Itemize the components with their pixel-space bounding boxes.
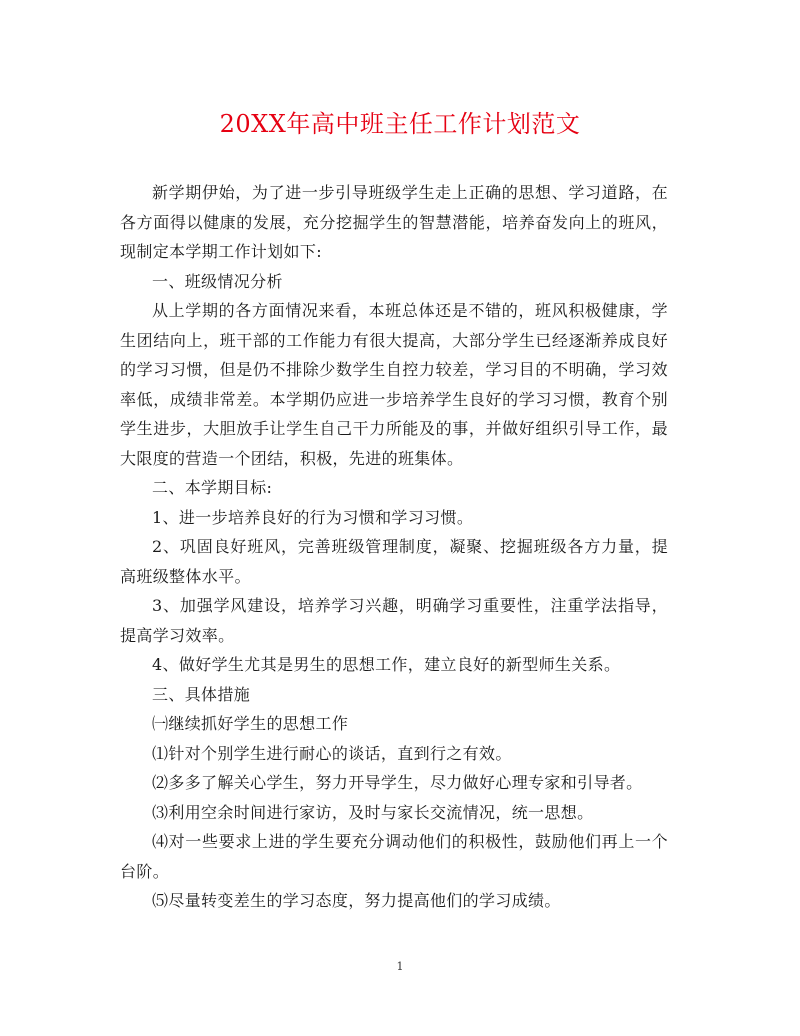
document-body [120, 178, 668, 916]
goal-item-4: 4、做好学生尤其是男生的思想工作，建立良好的新型师生关系。 [152, 655, 621, 674]
measure-item-4: ⑷对一些要求上进的学生要充分调动他们的积极性，鼓励他们再上一个台阶。 [120, 832, 668, 881]
page-number: 1 [396, 960, 404, 973]
measure-item-3: ⑶利用空余时间进行家访，及时与家长交流情况，统一思想。 [152, 802, 594, 822]
measure-item-1: ⑴针对个别学生进行耐心的谈话，直到行之有效。 [152, 743, 512, 763]
section-heading-class-analysis: 一、班级情况分析 [152, 271, 283, 291]
subsection-heading-thought-work: ㈠继续抓好学生的思想工作 [152, 714, 349, 733]
intro-paragraph: 新学期伊始，为了进一步引导班级学生走上正确的思想、学习道路，在各方面得以健康的发展，充分挖掘学生的智慧潜能，培养奋发向上的班风，现制定本学期工作计划如下: [120, 183, 668, 261]
document-title: 20XX年高中班主任工作计划范文 [219, 110, 581, 138]
measure-item-5: ⑸尽量转变差生的学习态度，努力提高他们的学习成绩。 [152, 891, 561, 910]
measure-item-2: ⑵多多了解关心学生，努力开导学生，尽力做好心理专家和引导者。 [152, 773, 643, 792]
goal-item-1: 1、进一步培养良好的行为习惯和学习习惯。 [152, 507, 474, 527]
section-heading-measures: 三、具体措施 [152, 684, 251, 704]
section-heading-semester-goals: 二、本学期目标: [152, 478, 273, 497]
class-analysis-paragraph: 从上学期的各方面情况来看，本班总体还是不错的，班风积极健康，学生团结向上，班干部的工作能力有很大提高，大部分学生已经逐渐养成良好的学习习惯，但是仍不排除少数学生自控力较差，学习目的不明确，学习效率低，成绩非常差。本学期仍应进一步培养学生良好的学习习惯，教育个别学生进步，大胆放手让学生自己干力所能及的事，并做好组织引导工作，最大限度的营造一个团结，积极，先进的班集体。 [120, 301, 668, 468]
goal-item-2: 2、巩固良好班风，完善班级管理制度，凝聚、挖掘班级各方力量，提高班级整体水平。 [120, 537, 668, 586]
goal-item-3: 3、加强学风建设，培养学习兴趣，明确学习重要性，注重学法指导，提高学习效率。 [120, 596, 668, 645]
